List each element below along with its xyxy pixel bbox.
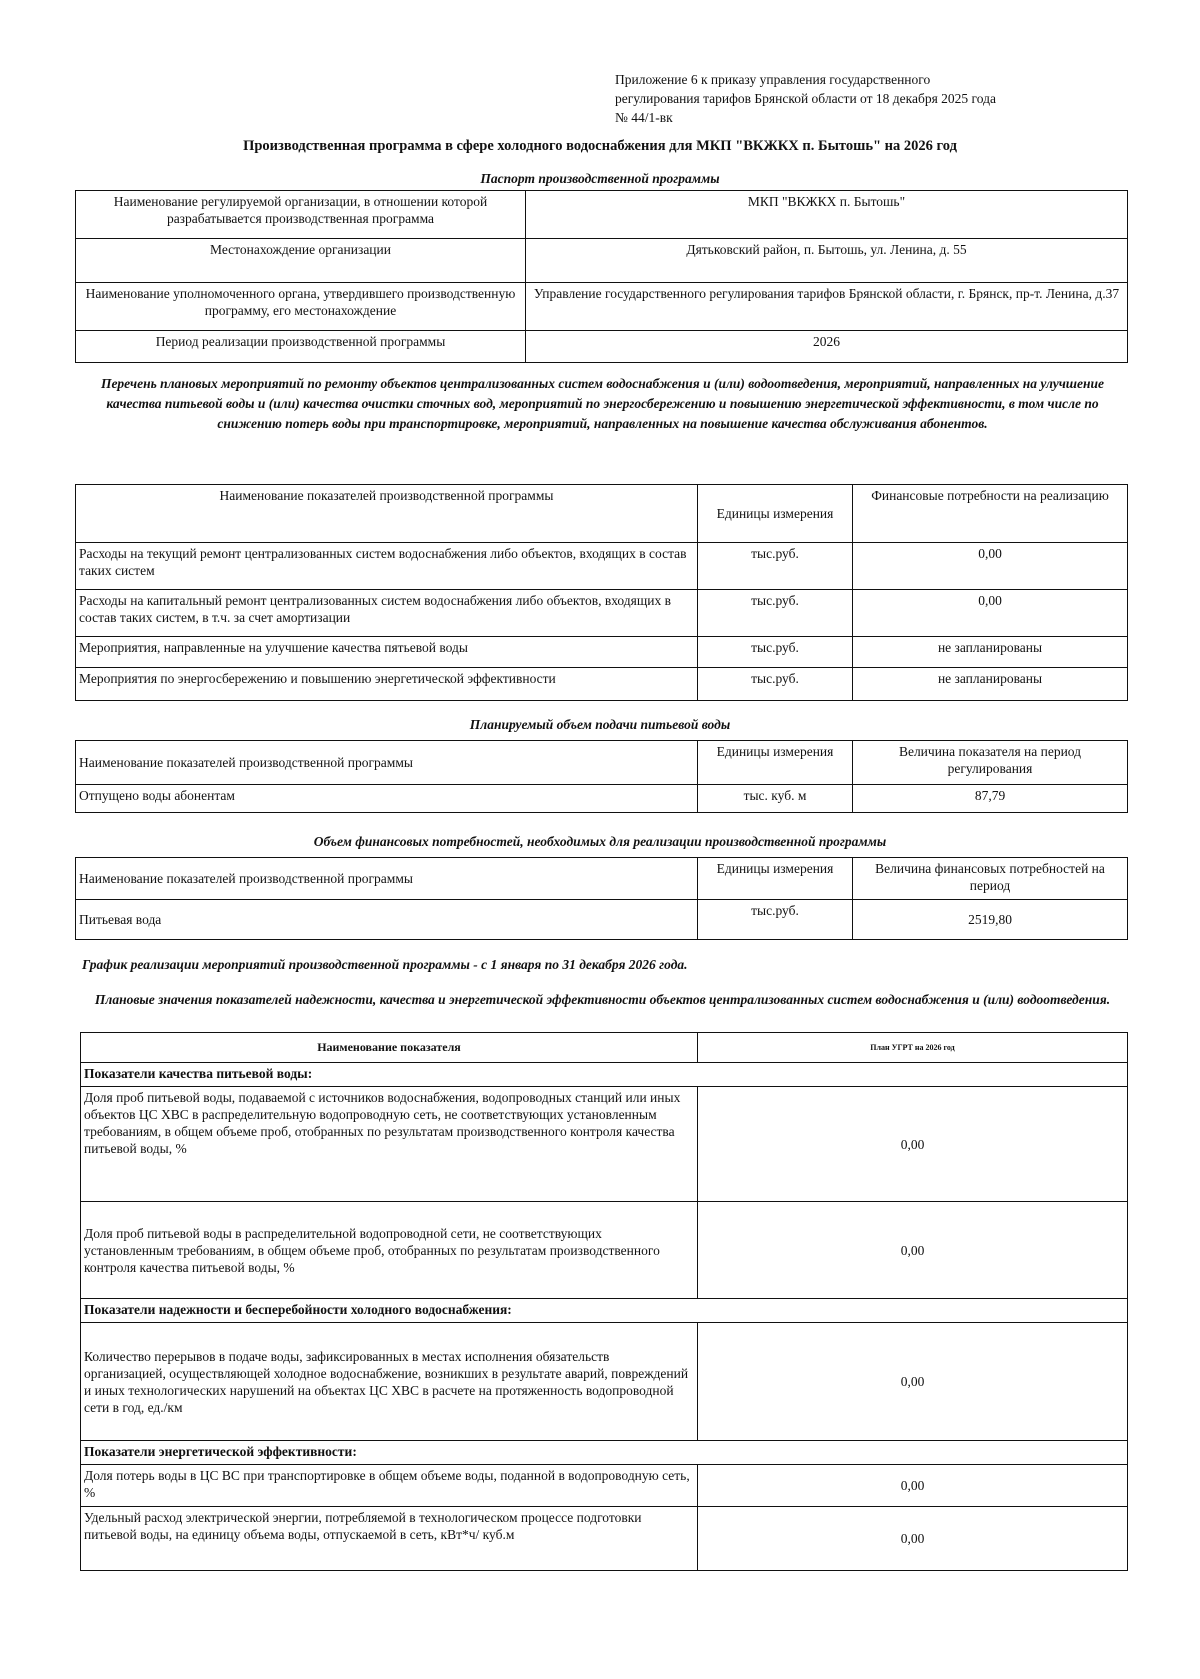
volume-value: 87,79 (853, 785, 1128, 813)
passport-label: Наименование уполномоченного органа, утвердившего производственную программу, его местонахождение (76, 283, 526, 331)
indicator-value: 0,00 (698, 1202, 1128, 1299)
section-row (81, 1441, 1128, 1465)
measures-header-name: Наименование показателей производственной программы (76, 485, 698, 543)
measure-name: Расходы на капитальный ремонт централизованных систем водоснабжения либо объектов, входящих в состав таких систем, в т.ч. за счет амортизации (76, 590, 698, 637)
indicators-table (80, 1032, 1128, 1571)
passport-row (76, 191, 1128, 239)
passport-row (76, 283, 1128, 331)
measure-unit: тыс.руб. (698, 543, 853, 590)
indicator-name: Количество перерывов в подаче воды, зафиксированных в местах исполнения обязательств организацией, осуществляющей холодное водоснабжение, возникших в результате аварий, повреждений и иных технологических нарушений на объектах ЦС ХВС в расчете на протяженность водопроводной сети в год, ед./км (81, 1323, 698, 1441)
measure-name: Мероприятия, направленные на улучшение качества пятьевой воды (76, 637, 698, 668)
indicator-name: Доля потерь воды в ЦС ВС при транспортировке в общем объеме воды, поданной в водопроводную сеть, % (81, 1465, 698, 1507)
appendix-line-3: № 44/1-вк (615, 110, 673, 125)
passport-value: 2026 (526, 331, 1128, 363)
table-row (81, 1087, 1128, 1202)
measures-header-value: Финансовые потребности на реализацию (853, 485, 1128, 543)
finance-header-row (76, 858, 1128, 900)
table-row (76, 543, 1128, 590)
table-row (76, 668, 1128, 701)
indicator-value: 0,00 (698, 1465, 1128, 1507)
indicators-header-name: Наименование показателя (81, 1033, 698, 1063)
passport-value: Управление государственного регулирования тарифов Брянской области, г. Брянск, пр-т. Ленина, д.37 (526, 283, 1128, 331)
passport-label: Период реализации производственной программы (76, 331, 526, 363)
appendix-note (615, 70, 1135, 127)
measure-name: Мероприятия по энергосбережению и повышению энергетической эффективности (76, 668, 698, 701)
passport-table (75, 190, 1128, 363)
volume-table (75, 740, 1128, 813)
passport-label: Наименование регулируемой организации, в отношении которой разрабатывается производственная программа (76, 191, 526, 239)
measure-value: 0,00 (853, 543, 1128, 590)
measure-value: 0,00 (853, 590, 1128, 637)
table-row (76, 590, 1128, 637)
table-row (81, 1465, 1128, 1507)
finance-unit: тыс.руб. (698, 900, 853, 940)
volume-header-value: Величина показателя на период регулирования (853, 741, 1128, 785)
passport-value: МКП "ВКЖКХ п. Бытошь" (526, 191, 1128, 239)
measure-unit: тыс.руб. (698, 637, 853, 668)
section-title: Показатели качества питьевой воды: (81, 1063, 1128, 1087)
measure-value: не запланированы (853, 668, 1128, 701)
measure-name: Расходы на текущий ремонт централизованных систем водоснабжения либо объектов, входящих в состав таких систем (76, 543, 698, 590)
finance-header-name: Наименование показателей производственной программы (76, 858, 698, 900)
passport-row (76, 331, 1128, 363)
section-title: Показатели энергетической эффективности: (81, 1441, 1128, 1465)
volume-header-row (76, 741, 1128, 785)
volume-header-name: Наименование показателей производственной программы (76, 741, 698, 785)
table-row (76, 785, 1128, 813)
indicators-header-plan: План УГРТ на 2026 год (698, 1033, 1128, 1063)
table-row (76, 637, 1128, 668)
measures-table (75, 484, 1128, 701)
indicators-caption: Плановые значения показателей надежности, качества и энергетической эффективности объектов централизованных систем водоснабжения и (или) водоотведения. (94, 992, 1111, 1007)
schedule-note: График реализации мероприятий производственной программы - с 1 января по 31 декабря 2026 года. (82, 957, 688, 972)
indicator-value: 0,00 (698, 1323, 1128, 1441)
finance-value: 2519,80 (853, 900, 1128, 940)
measure-value: не запланированы (853, 637, 1128, 668)
section-title: Показатели надежности и бесперебойности холодного водоснабжения: (81, 1299, 1128, 1323)
volume-name: Отпущено воды абонентам (76, 785, 698, 813)
passport-value: Дятьковский район, п. Бытошь, ул. Ленина, д. 55 (526, 239, 1128, 283)
finance-header-value: Величина финансовых потребностей на период (853, 858, 1128, 900)
finance-table (75, 857, 1128, 940)
passport-label: Местонахождение организации (76, 239, 526, 283)
table-row (81, 1507, 1128, 1571)
volume-header-unit: Единицы измерения (698, 741, 853, 785)
measures-header-unit: Единицы измерения (698, 485, 853, 543)
indicator-name: Удельный расход электрической энергии, потребляемой в технологическом процессе подготовки питьевой воды, на единицу объема воды, отпускаемой в сеть, кВт*ч/ куб.м (81, 1507, 698, 1571)
indicator-value: 0,00 (698, 1507, 1128, 1571)
appendix-line-1: Приложение 6 к приказу управления государственного (615, 72, 931, 87)
indicator-name: Доля проб питьевой воды в распределительной водопроводной сети, не соответствующих установленным требованиям, в общем объеме проб, отобранных по результатам производственного контроля качества питьевой воды, % (81, 1202, 698, 1299)
passport-caption: Паспорт производственной программы (480, 171, 720, 186)
finance-name: Питьевая вода (76, 900, 698, 940)
passport-row (76, 239, 1128, 283)
indicator-value: 0,00 (698, 1087, 1128, 1202)
indicator-name: Доля проб питьевой воды, подаваемой с источников водоснабжения, водопроводных станций или иных объектов ЦС ХВС в распределительную водопроводную сеть, не соответствующих установленным требованиям, в общем объеме проб, отобранных по результатам производственного контроля качества питьевой воды, % (81, 1087, 698, 1202)
table-row (81, 1202, 1128, 1299)
section-row (81, 1299, 1128, 1323)
finance-header-unit: Единицы измерения (698, 858, 853, 900)
indicators-header-row (81, 1033, 1128, 1063)
table-row (76, 900, 1128, 940)
finance-caption: Объем финансовых потребностей, необходимых для реализации производственной программы (313, 834, 887, 849)
measure-unit: тыс.руб. (698, 590, 853, 637)
measure-unit: тыс.руб. (698, 668, 853, 701)
document-title: Производственная программа в сфере холодного водоснабжения для МКП "ВКЖКХ п. Бытошь" на 2026 год (243, 138, 957, 154)
measures-header-row (76, 485, 1128, 543)
measures-caption: Перечень плановых мероприятий по ремонту объектов централизованных систем водоснабжения и (или) водоотведения, мероприятий, направленных на улучшение качества питьевой воды и (или) качества очистки сточных вод, мероприятий по энергосбережению и повышению энергетической эффективности, в том числе по снижению потерь воды при транспортировке, мероприятий, направленных на повышение качества обслуживания абонентов. (100, 376, 1105, 431)
table-row (81, 1323, 1128, 1441)
appendix-line-2: регулирования тарифов Брянской области от 18 декабря 2025 года (615, 91, 996, 106)
volume-unit: тыс. куб. м (698, 785, 853, 813)
section-row (81, 1063, 1128, 1087)
volume-caption: Планируемый объем подачи питьевой воды (469, 717, 731, 732)
